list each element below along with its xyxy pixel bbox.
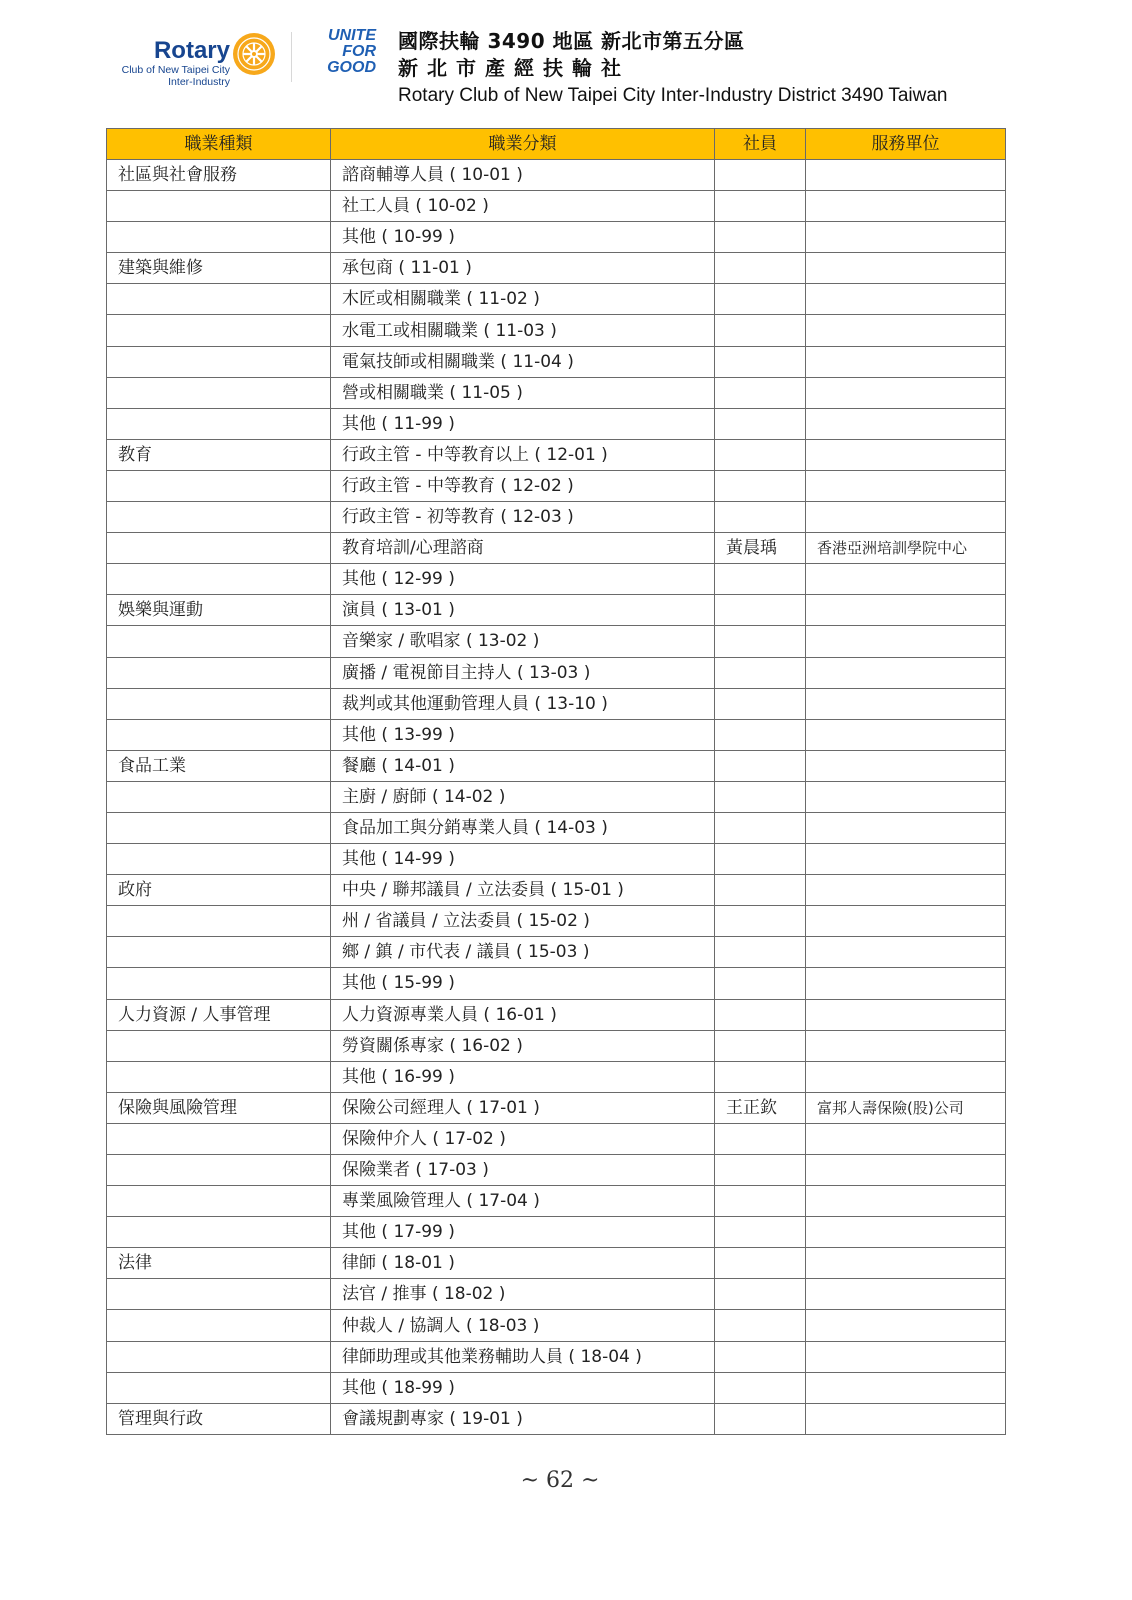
- table-row: [107, 906, 1006, 937]
- table-row: [107, 595, 1006, 626]
- cell-category: [107, 1310, 331, 1341]
- cell-member: [715, 1186, 806, 1217]
- cell-category: 建築與維修: [107, 253, 331, 284]
- cell-member: [715, 1123, 806, 1154]
- table-row: [107, 1372, 1006, 1403]
- cell-member: [715, 284, 806, 315]
- cell-member: [715, 346, 806, 377]
- logo-brand: Rotary: [153, 37, 230, 64]
- cell-service-unit: [806, 1030, 1006, 1061]
- cell-category: [107, 1186, 331, 1217]
- table-row: [107, 1186, 1006, 1217]
- cell-service-unit: 香港亞洲培訓學院中心: [806, 533, 1006, 564]
- cell-member: 黃晨瑀: [715, 533, 806, 564]
- table-header-row: [107, 129, 1006, 160]
- cell-classification: 會議規劃專家 ( 19-01 ): [331, 1403, 715, 1434]
- cell-member: [715, 564, 806, 595]
- cell-category: [107, 1341, 331, 1372]
- cell-service-unit: [806, 657, 1006, 688]
- cell-classification: 保險公司經理人 ( 17-01 ): [331, 1092, 715, 1123]
- table-row: [107, 377, 1006, 408]
- cell-classification: 其他 ( 12-99 ): [331, 564, 715, 595]
- column-header-member: 社員: [715, 129, 806, 160]
- cell-classification: 音樂家 / 歌唱家 ( 13-02 ): [331, 626, 715, 657]
- table-row: [107, 719, 1006, 750]
- cell-category: [107, 1155, 331, 1186]
- occupation-table: [106, 128, 1006, 1435]
- cell-service-unit: [806, 688, 1006, 719]
- cell-member: [715, 750, 806, 781]
- cell-classification: 行政主管 - 中等教育 ( 12-02 ): [331, 470, 715, 501]
- cell-member: [715, 1030, 806, 1061]
- cell-classification: 其他 ( 18-99 ): [331, 1372, 715, 1403]
- cell-category: [107, 1372, 331, 1403]
- cell-member: [715, 812, 806, 843]
- cell-member: [715, 595, 806, 626]
- cell-classification: 鄉 / 鎮 / 市代表 / 議員 ( 15-03 ): [331, 937, 715, 968]
- cell-service-unit: [806, 844, 1006, 875]
- cell-category: [107, 377, 331, 408]
- table-row: [107, 1248, 1006, 1279]
- cell-member: [715, 1248, 806, 1279]
- cell-service-unit: [806, 750, 1006, 781]
- table-row: [107, 1123, 1006, 1154]
- cell-category: [107, 906, 331, 937]
- cell-category: [107, 284, 331, 315]
- cell-category: 政府: [107, 875, 331, 906]
- cell-classification: 律師助理或其他業務輔助人員 ( 18-04 ): [331, 1341, 715, 1372]
- cell-service-unit: [806, 812, 1006, 843]
- cell-member: [715, 222, 806, 253]
- cell-member: [715, 688, 806, 719]
- cell-member: [715, 439, 806, 470]
- table-row: [107, 781, 1006, 812]
- cell-category: [107, 657, 331, 688]
- cell-category: [107, 502, 331, 533]
- cell-member: [715, 315, 806, 346]
- cell-category: [107, 191, 331, 222]
- cell-classification: 行政主管 - 初等教育 ( 12-03 ): [331, 502, 715, 533]
- cell-classification: 社工人員 ( 10-02 ): [331, 191, 715, 222]
- cell-category: 教育: [107, 439, 331, 470]
- table-row: [107, 657, 1006, 688]
- cell-service-unit: [806, 284, 1006, 315]
- cell-classification: 其他 ( 16-99 ): [331, 1061, 715, 1092]
- cell-service-unit: [806, 470, 1006, 501]
- cell-service-unit: [806, 719, 1006, 750]
- column-header-classification: 職業分類: [331, 129, 715, 160]
- table-row: [107, 937, 1006, 968]
- cell-classification: 演員 ( 13-01 ): [331, 595, 715, 626]
- table-row: [107, 160, 1006, 191]
- table-row: [107, 1341, 1006, 1372]
- table-row: [107, 1217, 1006, 1248]
- cell-member: [715, 999, 806, 1030]
- cell-classification: 電氣技師或相關職業 ( 11-04 ): [331, 346, 715, 377]
- table-row: [107, 439, 1006, 470]
- cell-category: [107, 937, 331, 968]
- cell-service-unit: [806, 781, 1006, 812]
- cell-category: 保險與風險管理: [107, 1092, 331, 1123]
- cell-service-unit: [806, 315, 1006, 346]
- cell-service-unit: [806, 875, 1006, 906]
- cell-classification: 餐廳 ( 14-01 ): [331, 750, 715, 781]
- cell-classification: 勞資關係專家 ( 16-02 ): [331, 1030, 715, 1061]
- cell-category: 食品工業: [107, 750, 331, 781]
- cell-category: [107, 408, 331, 439]
- table-row: [107, 750, 1006, 781]
- table-row: [107, 999, 1006, 1030]
- cell-classification: 州 / 省議員 / 立法委員 ( 15-02 ): [331, 906, 715, 937]
- cell-classification: 仲裁人 / 協調人 ( 18-03 ): [331, 1310, 715, 1341]
- table-row: [107, 1403, 1006, 1434]
- unite-for-good-slogan: [296, 28, 376, 76]
- cell-category: 娛樂與運動: [107, 595, 331, 626]
- table-row: [107, 1030, 1006, 1061]
- cell-service-unit: [806, 1372, 1006, 1403]
- rotary-club-logo: [110, 38, 230, 88]
- cell-service-unit: [806, 1341, 1006, 1372]
- table-row: [107, 844, 1006, 875]
- table-row: [107, 346, 1006, 377]
- cell-service-unit: [806, 439, 1006, 470]
- cell-category: [107, 968, 331, 999]
- cell-service-unit: [806, 253, 1006, 284]
- table-row: [107, 1279, 1006, 1310]
- cell-classification: 保險仲介人 ( 17-02 ): [331, 1123, 715, 1154]
- cell-member: [715, 470, 806, 501]
- page-header: [0, 0, 1132, 120]
- page-number: ~ 62 ~: [520, 1468, 600, 1493]
- rotary-wheel-icon: [230, 30, 278, 78]
- slogan-line3: GOOD: [327, 59, 376, 76]
- cell-member: [715, 1403, 806, 1434]
- district-title: 國際扶輪 3490 地區 新北市第五分區: [398, 29, 745, 53]
- cell-member: [715, 906, 806, 937]
- table-row: [107, 875, 1006, 906]
- club-name-chinese: 新北市產經扶輪社: [398, 56, 630, 80]
- cell-member: [715, 968, 806, 999]
- table-row: [107, 470, 1006, 501]
- cell-classification: 主廚 / 廚師 ( 14-02 ): [331, 781, 715, 812]
- cell-category: [107, 222, 331, 253]
- cell-service-unit: [806, 191, 1006, 222]
- table-row: [107, 1092, 1006, 1123]
- cell-category: [107, 1279, 331, 1310]
- cell-category: 法律: [107, 1248, 331, 1279]
- cell-member: [715, 1279, 806, 1310]
- cell-category: [107, 533, 331, 564]
- cell-category: [107, 844, 331, 875]
- cell-member: [715, 1217, 806, 1248]
- table-row: [107, 1155, 1006, 1186]
- cell-member: [715, 377, 806, 408]
- table-row: [107, 315, 1006, 346]
- table-row: [107, 626, 1006, 657]
- cell-member: [715, 1310, 806, 1341]
- cell-member: [715, 191, 806, 222]
- cell-classification: 人力資源專業人員 ( 16-01 ): [331, 999, 715, 1030]
- cell-service-unit: [806, 968, 1006, 999]
- cell-classification: 其他 ( 14-99 ): [331, 844, 715, 875]
- cell-classification: 食品加工與分銷專業人員 ( 14-03 ): [331, 812, 715, 843]
- cell-member: [715, 937, 806, 968]
- cell-service-unit: [806, 626, 1006, 657]
- table-row: [107, 284, 1006, 315]
- cell-member: [715, 719, 806, 750]
- cell-service-unit: [806, 1279, 1006, 1310]
- table-row: [107, 502, 1006, 533]
- cell-member: [715, 1341, 806, 1372]
- cell-service-unit: [806, 1217, 1006, 1248]
- table-row: [107, 1310, 1006, 1341]
- cell-classification: 律師 ( 18-01 ): [331, 1248, 715, 1279]
- logo-divider: [291, 32, 292, 82]
- cell-classification: 保險業者 ( 17-03 ): [331, 1155, 715, 1186]
- cell-service-unit: [806, 1061, 1006, 1092]
- cell-service-unit: [806, 1248, 1006, 1279]
- cell-service-unit: [806, 999, 1006, 1030]
- cell-classification: 其他 ( 15-99 ): [331, 968, 715, 999]
- cell-service-unit: [806, 222, 1006, 253]
- cell-classification: 其他 ( 13-99 ): [331, 719, 715, 750]
- cell-category: [107, 781, 331, 812]
- cell-member: [715, 626, 806, 657]
- cell-classification: 木匠或相關職業 ( 11-02 ): [331, 284, 715, 315]
- table-row: [107, 253, 1006, 284]
- table-row: [107, 564, 1006, 595]
- cell-category: [107, 688, 331, 719]
- cell-service-unit: [806, 595, 1006, 626]
- slogan-line2: FOR: [342, 43, 376, 60]
- cell-service-unit: [806, 502, 1006, 533]
- cell-member: [715, 875, 806, 906]
- cell-service-unit: [806, 937, 1006, 968]
- cell-category: [107, 564, 331, 595]
- cell-classification: 承包商 ( 11-01 ): [331, 253, 715, 284]
- cell-service-unit: [806, 408, 1006, 439]
- cell-service-unit: 富邦人壽保險(股)公司: [806, 1092, 1006, 1123]
- cell-service-unit: [806, 564, 1006, 595]
- cell-classification: 營或相關職業 ( 11-05 ): [331, 377, 715, 408]
- cell-category: [107, 1030, 331, 1061]
- cell-classification: 其他 ( 10-99 ): [331, 222, 715, 253]
- cell-category: 管理與行政: [107, 1403, 331, 1434]
- cell-service-unit: [806, 1123, 1006, 1154]
- cell-category: [107, 1123, 331, 1154]
- club-name-english: Rotary Club of New Taipei City Inter-Industry District 3490 Taiwan: [398, 85, 948, 106]
- table-body: [107, 160, 1006, 1435]
- cell-member: [715, 253, 806, 284]
- cell-service-unit: [806, 1155, 1006, 1186]
- cell-service-unit: [806, 1310, 1006, 1341]
- cell-category: [107, 812, 331, 843]
- cell-category: [107, 315, 331, 346]
- table-row: [107, 408, 1006, 439]
- cell-service-unit: [806, 346, 1006, 377]
- cell-classification: 水電工或相關職業 ( 11-03 ): [331, 315, 715, 346]
- cell-member: [715, 657, 806, 688]
- logo-club-line1: Club of New Taipei City: [121, 64, 230, 76]
- cell-classification: 裁判或其他運動管理人員 ( 13-10 ): [331, 688, 715, 719]
- cell-category: 人力資源 / 人事管理: [107, 999, 331, 1030]
- cell-member: [715, 1372, 806, 1403]
- cell-service-unit: [806, 1403, 1006, 1434]
- cell-classification: 專業風險管理人 ( 17-04 ): [331, 1186, 715, 1217]
- cell-service-unit: [806, 377, 1006, 408]
- table-row: [107, 688, 1006, 719]
- cell-service-unit: [806, 160, 1006, 191]
- cell-classification: 廣播 / 電視節目主持人 ( 13-03 ): [331, 657, 715, 688]
- cell-member: [715, 502, 806, 533]
- cell-classification: 行政主管 - 中等教育以上 ( 12-01 ): [331, 439, 715, 470]
- cell-category: [107, 346, 331, 377]
- cell-member: [715, 844, 806, 875]
- cell-classification: 教育培訓/心理諮商: [331, 533, 715, 564]
- column-header-category: 職業種類: [107, 129, 331, 160]
- cell-member: [715, 1061, 806, 1092]
- cell-classification: 法官 / 推事 ( 18-02 ): [331, 1279, 715, 1310]
- slogan-line1: UNITE: [328, 27, 376, 44]
- cell-classification: 諮商輔導人員 ( 10-01 ): [331, 160, 715, 191]
- table-row: [107, 968, 1006, 999]
- cell-classification: 其他 ( 17-99 ): [331, 1217, 715, 1248]
- cell-category: [107, 470, 331, 501]
- table-row: [107, 533, 1006, 564]
- cell-member: [715, 781, 806, 812]
- cell-classification: 中央 / 聯邦議員 / 立法委員 ( 15-01 ): [331, 875, 715, 906]
- cell-classification: 其他 ( 11-99 ): [331, 408, 715, 439]
- cell-service-unit: [806, 1186, 1006, 1217]
- cell-category: [107, 1217, 331, 1248]
- cell-member: 王正欽: [715, 1092, 806, 1123]
- cell-member: [715, 408, 806, 439]
- cell-service-unit: [806, 906, 1006, 937]
- table-row: [107, 222, 1006, 253]
- club-title-block: [398, 28, 947, 110]
- table-row: [107, 191, 1006, 222]
- cell-category: [107, 1061, 331, 1092]
- logo-club-line2: Inter-Industry: [168, 76, 230, 88]
- table-row: [107, 812, 1006, 843]
- cell-category: 社區與社會服務: [107, 160, 331, 191]
- column-header-service-unit: 服務單位: [806, 129, 1006, 160]
- cell-category: [107, 626, 331, 657]
- cell-member: [715, 1155, 806, 1186]
- cell-category: [107, 719, 331, 750]
- cell-member: [715, 160, 806, 191]
- table-row: [107, 1061, 1006, 1092]
